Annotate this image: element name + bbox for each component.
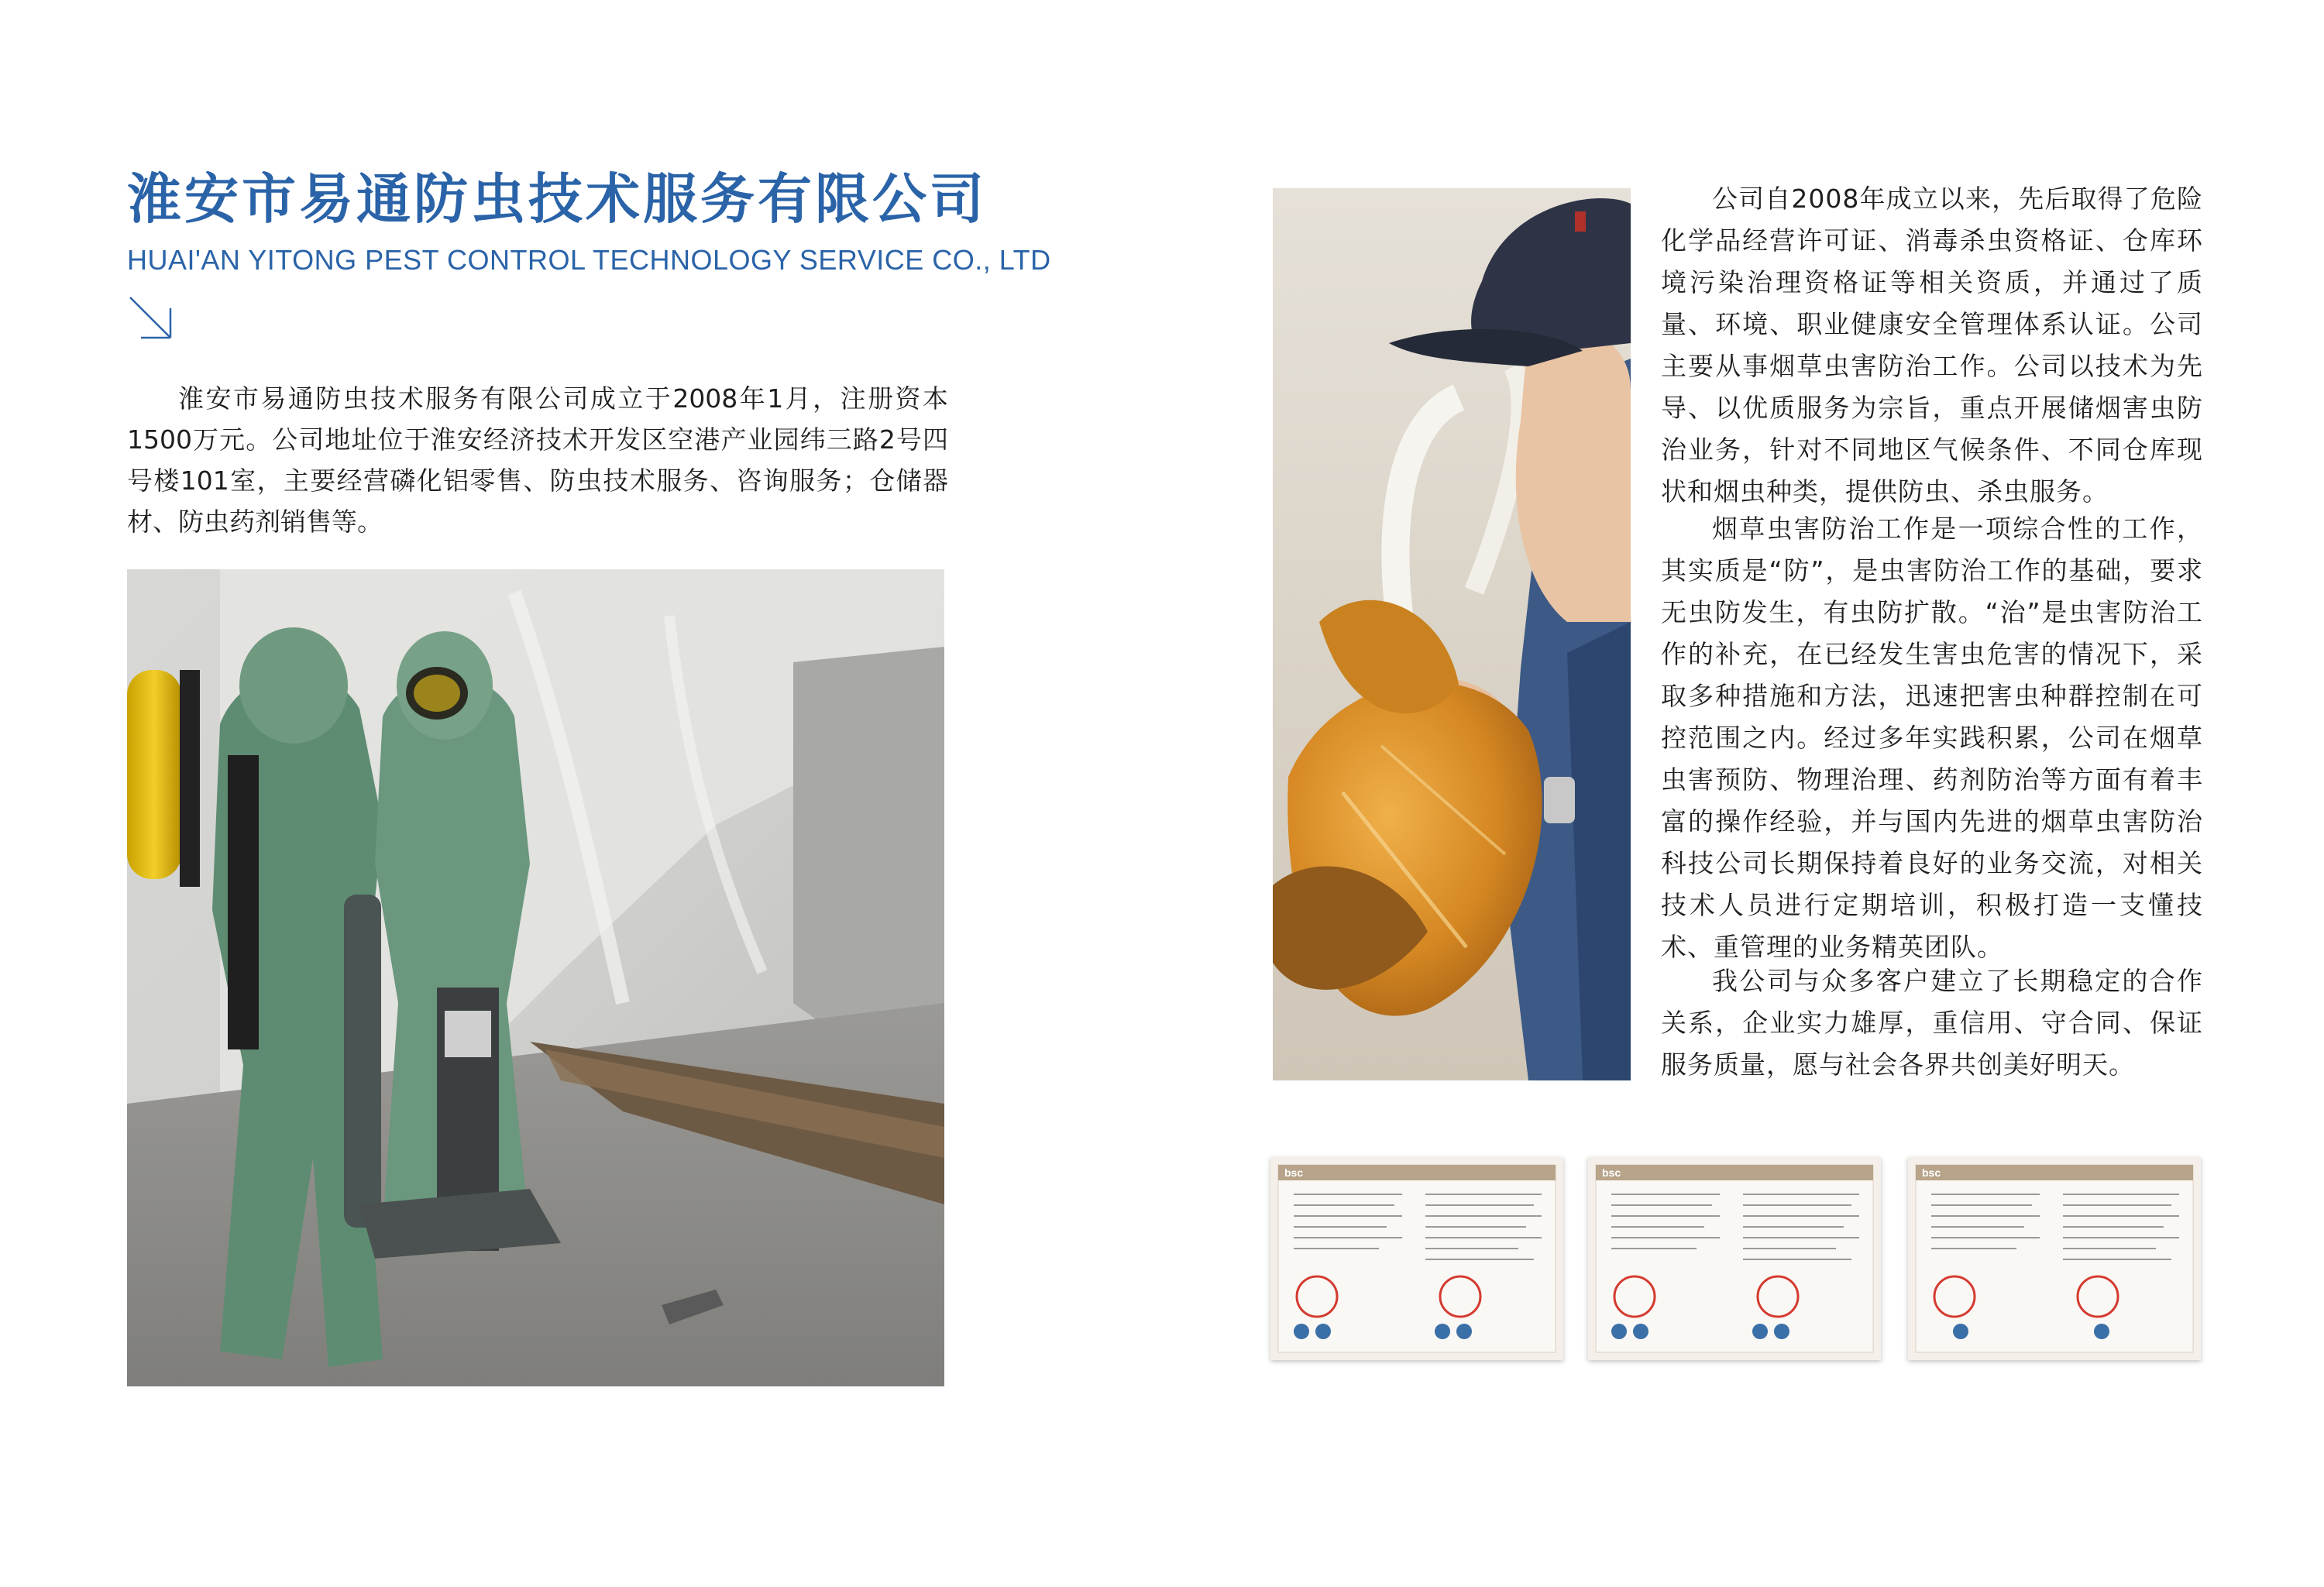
- company-subtitle: HUAI'AN YITONG PEST CONTROL TECHNOLOGY SERVICE CO., LTD: [127, 244, 1051, 276]
- arrow-down-right-icon: [127, 294, 175, 342]
- svg-text:bsc: bsc: [1284, 1166, 1304, 1179]
- company-title: 淮安市易通防虫技术服务有限公司: [127, 167, 987, 231]
- pest-control-paragraph: 烟草虫害防治工作是一项综合性的工作，其实质是“防”，是虫害防治工作的基础，要求无虫防发生，有虫防扩散。“治”是虫害防治工作的补充，在已经发生害虫危害的情况下，采取多种措施和方法，迅速把害虫种群控制在可控范围之内。经过多年实践积累，公司在烟草虫害预防、物理治理、药剂防治等方面有着丰富的操作经验，并与国内先进的烟草虫害防治科技公司长期保持着良好的业务交流，对相关技术人员进行定期培训，积极打造一支懂技术、重管理的业务精英团队。: [1661, 514, 2203, 962]
- quality-certificate: [1588, 1157, 1881, 1360]
- partnership-paragraph: 我公司与众多客户建立了长期稳定的合作关系，企业实力雄厚，重信用、守合同、保证服务质量，愿与社会各界共创美好明天。: [1661, 966, 2203, 1080]
- svg-text:bsc: bsc: [1922, 1166, 1941, 1179]
- workers-protective-suits-photo: [127, 569, 944, 1386]
- environmental-certificate: [1270, 1157, 1563, 1360]
- history-paragraph: 公司自2008年成立以来，先后取得了危险化学品经营许可证、消毒杀虫资格证、仓库环境污染治理资格证等相关资质，并通过了质量、环境、职业健康安全管理体系认证。公司主要从事烟草虫害防治工作。公司以技术为先导、以优质服务为宗旨，重点开展储烟害虫防治业务，针对不同地区气候条件、不同仓库现状和烟虫种类，提供防虫、杀虫服务。: [1661, 184, 2203, 507]
- occupational-safety-certificate-icon: [1908, 1157, 2201, 1360]
- quality-certificate-icon: [1588, 1157, 1881, 1360]
- environmental-certificate-icon: [1270, 1157, 1563, 1360]
- occupational-safety-certificate: [1908, 1157, 2201, 1360]
- tobacco-inspection-photo: [1273, 188, 1631, 1080]
- intro-paragraph: 淮安市易通防虫技术服务有限公司成立于2008年1月，注册资本1500万元。公司地址位于淮安经济技术开发区空港产业园纬三路2号四号楼101室，主要经营磷化铝零售、防虫技术服务、咨询服务；仓储器材、防虫药剂销售等。: [127, 383, 948, 537]
- svg-text:bsc: bsc: [1602, 1166, 1621, 1179]
